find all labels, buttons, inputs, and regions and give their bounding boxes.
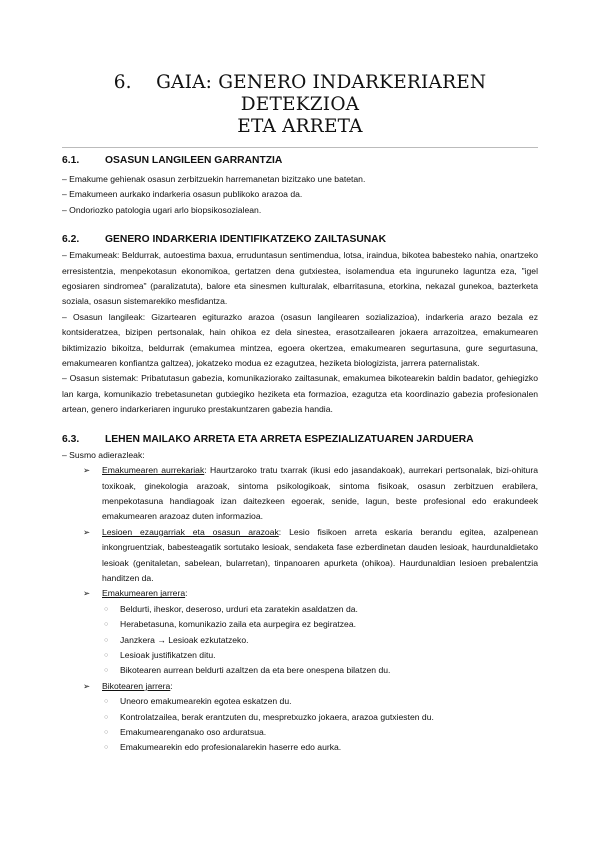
circle-bullet-icon: ○ <box>104 605 109 613</box>
chapter-number: 6. <box>113 72 132 93</box>
chapter-title-line2: ETA ARRETA <box>237 116 363 137</box>
title-divider <box>62 147 538 148</box>
item-label: Emakumearen aurrekariak <box>102 465 205 476</box>
section-title: LEHEN MAILAKO ARRETA ETA ARRETA ESPEZIALIZATUAREN JARDUERA <box>105 433 474 445</box>
item-label: Lesioen ezaugarriak eta osasun arazoak <box>102 526 279 537</box>
sub-list-item <box>62 663 538 678</box>
sub-item-text: Herabetasuna, komunikazio zaila eta aurpegira ez begiratzea. <box>120 619 356 630</box>
section-heading <box>62 432 538 448</box>
sub-item-text: Lesioak justifikatzen ditu. <box>120 649 216 660</box>
list-item <box>62 463 538 525</box>
list-item <box>62 586 538 601</box>
circle-bullet-icon: ○ <box>104 651 109 659</box>
circle-bullet-icon: ○ <box>104 744 109 752</box>
section-title: OSASUN LANGILEEN GARRANTZIA <box>105 155 283 166</box>
list-item <box>62 679 538 694</box>
circle-bullet-icon: ○ <box>104 636 109 644</box>
paragraph: – Ondoriozko patologia ugari arlo biopsikosozialean. <box>62 204 262 215</box>
sub-list-item <box>62 633 538 648</box>
paragraph: – Emakumeen aurkako indarkeria osasun publikoko arazoa da. <box>62 189 303 200</box>
paragraph: – Osasun sistemak: Pribatutasun gabezia, komunikaziorako zailtasunak, emakumea bikotearekin baldin badator, gehiegizko lan karga, komunikazio trebetasunetan gutxiegiko heziketa eta formazioa, ezagutza eta koordinazio gabezia profesionalen artean, genero indarkeriaren inguruko prestakuntzaren gabezia handia. <box>62 373 538 415</box>
arrow-bullet-icon: ➢ <box>83 680 91 691</box>
sub-list-item <box>62 740 538 755</box>
item-text: : Haurtzaroko tratu txarrak (ikusi edo jasandakoak), aurrekari pertsonalak, bizi-ohitura toxikoak, ginekologia arazoak, sintoma psikologikoak, sintoma fisikoak, osasun zerbitzuen erabilera, menpekotasuna handiagoak izan daitezkeen egoerak, senide, lagun, beste profesional edo erakundeek emakumearen arazoaz duten informazioa. <box>102 465 538 522</box>
sub-item-text: Emakumearekin edo profesionalarekin haserre edo aurka. <box>120 742 342 753</box>
circle-bullet-icon: ○ <box>104 713 109 721</box>
section-heading <box>62 232 538 248</box>
chapter-title <box>62 72 538 138</box>
sub-item-text: Bikotearen aurrean beldurti azaltzen da eta bere onespena bilatzen du. <box>120 665 391 676</box>
chapter-title-line1: GAIA: GENERO INDARKERIAREN DETEKZIOA <box>156 72 487 115</box>
arrow-bullet-icon: ➢ <box>83 465 91 476</box>
sub-item-text: Emakumearenganako oso arduratsua. <box>120 727 267 737</box>
paragraph: – Osasun langileak: Gizartearen egiturazko arazoa (osasun langilearen sozializazioa), indarkeria arazo bezala ez kontsideratzea, bizipen pertsonalak, hain ohikoa ez dela sinestea, erasotzailearen jokaera arrazoitzea, emakumearen biktimizazio bikoitza, beldurrak (emakumea mintzea, egoera okertzea, emakumearen segurtasuna, gure segurtasuna, emakumearen konfiantza galtzea), jokatzeko modua ez ezagutzea, heziketa biologizista, jarrera paternalistak. <box>62 311 538 369</box>
circle-bullet-icon: ○ <box>104 698 109 706</box>
section-6-1 <box>62 153 538 218</box>
paragraph: – Emakumeak: Beldurrak, autoestima baxua, erruduntasun sentimendua, lotsa, iraindua, bikotea babesteko nahia, onartzeko erresistentzia, menpekotasun ekonomikoa, gertatzen dena gutxiestea, isolamendua eta inguruneko laguntza eza, "igel egosiaren sindromea" (paralizatuta), balore eta sinesmen kulturalak, elbarritasuna, etorkina, nekazal gunekoa, bazterketa soziala, osasun sistemarekiko mesfidantza. <box>62 250 538 307</box>
section-6-2 <box>62 232 538 417</box>
item-text: : <box>185 588 188 599</box>
item-text: : Lesio fisikoen arreta eskaria berandu egitea, azalpenean inkongruentziak, babesteagatik sortutako lesioak, sendaketa fase ezberdinetan dauden lesioak, haurdunaldietako lesioak (genitaletan, sabelean, bularretan), tinpanoaren apurketa (ohikoa). Haurdunaldian lesioen prebalentzia handitzen da. <box>102 526 539 583</box>
arrow-bullet-icon: ➢ <box>83 526 91 537</box>
arrow-bullet-icon: ➢ <box>83 588 91 599</box>
section-heading <box>62 153 538 169</box>
circle-bullet-icon: ○ <box>104 667 109 675</box>
paragraph: – Emakume gehienak osasun zerbitzuekin harremanetan bizitzako une batetan. <box>62 174 366 184</box>
section-6-3 <box>62 432 538 756</box>
sub-list-item <box>62 725 538 740</box>
indicator-list <box>62 463 538 756</box>
sub-item-text: Kontrolatzailea, berak erantzuten du, mespretxuzko jokaera, arazoa gutxiesten du. <box>120 711 434 722</box>
item-label: Emakumearen jarrera <box>102 588 186 599</box>
sub-item-text: Uneoro emakumearekin egotea eskatzen du. <box>120 696 292 707</box>
section-number: 6.1. <box>62 155 80 166</box>
item-text: : <box>170 680 173 691</box>
sub-list-item <box>62 602 538 617</box>
circle-bullet-icon: ○ <box>104 729 109 736</box>
document-page <box>62 72 538 756</box>
circle-bullet-icon: ○ <box>104 621 109 629</box>
item-label: Bikotearen jarrera <box>102 680 171 691</box>
sub-list-item <box>62 617 538 632</box>
paragraph: – Susmo adierazleak: <box>62 449 145 460</box>
sub-item-text: Janzkera → Lesioak ezkutatzeko. <box>120 634 249 645</box>
section-number: 6.2. <box>62 234 80 246</box>
sub-item-text: Beldurti, iheskor, deseroso, urduri eta zaratekin asaldatzen da. <box>120 603 358 614</box>
sub-list-item <box>62 694 538 709</box>
sub-list-item <box>62 710 538 725</box>
list-item <box>62 525 538 587</box>
section-number: 6.3. <box>62 433 80 445</box>
section-title: GENERO INDARKERIA IDENTIFIKATZEKO ZAILTASUNAK <box>105 234 387 246</box>
sub-list-item <box>62 648 538 663</box>
